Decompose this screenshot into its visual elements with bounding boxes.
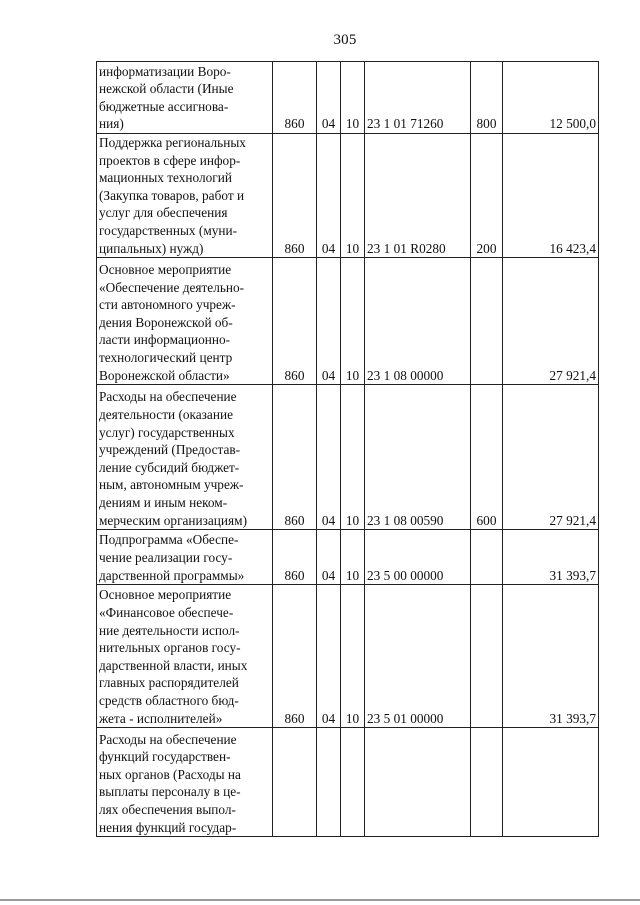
expense-type-code: 800 xyxy=(471,62,503,134)
grbs-code: 860 xyxy=(273,530,317,585)
row-name-cell xyxy=(97,258,273,385)
target-article-code: 23 1 08 00000 xyxy=(365,258,471,385)
subsection-code: 10 xyxy=(341,134,365,258)
row-name: Расходы на обеспечение деятельности (оказание услуг) государственных учреждений (Предостав- ление субсидий бюджет- ным, автономным учреж- дениям и иным неком- мерческим организациям) xyxy=(99,389,247,528)
grbs-code: 860 xyxy=(273,62,317,134)
grbs-code: 860 xyxy=(273,385,317,530)
expense-type-code: 600 xyxy=(471,385,503,530)
amount: 31 393,7 xyxy=(503,530,599,585)
subsection-code xyxy=(341,728,365,837)
table-row xyxy=(97,728,599,837)
row-name: Поддержка региональных проектов в сфере инфор- мационных технологий (Закупка товаров, работ и услуг для обеспечения государственных (муни- ципальных) нужд) xyxy=(99,135,246,256)
target-article-code: 23 1 08 00590 xyxy=(365,385,471,530)
grbs-code xyxy=(273,728,317,837)
section-code: 04 xyxy=(317,258,341,385)
subsection-code: 10 xyxy=(341,62,365,134)
table-row xyxy=(97,530,599,585)
expense-type-code xyxy=(471,258,503,385)
expense-type-code xyxy=(471,728,503,837)
amount: 27 921,4 xyxy=(503,258,599,385)
amount: 31 393,7 xyxy=(503,585,599,728)
row-name: Основное мероприятие «Финансовое обеспече- ние деятельности испол- нительных органов госу- дарственной власти, иных главных распорядителей средств областного бюд- жета - исполнителей» xyxy=(99,587,248,726)
table-row xyxy=(97,62,599,134)
section-code: 04 xyxy=(317,134,341,258)
expense-type-code xyxy=(471,585,503,728)
row-name: информатизации Воро- нежской области (Иные бюджетные ассигнова- ния) xyxy=(99,63,234,132)
section-code: 04 xyxy=(317,585,341,728)
row-name: Подпрограмма «Обеспе- чение реализации госу- дарственной программы» xyxy=(99,532,245,583)
grbs-code: 860 xyxy=(273,258,317,385)
amount: 27 921,4 xyxy=(503,385,599,530)
grbs-code: 860 xyxy=(273,585,317,728)
amount xyxy=(503,728,599,837)
row-name: Расходы на обеспечение функций государствен- ных органов (Расходы на выплаты персоналу в це- лях обеспечения выпол- нения функций государ- xyxy=(99,731,241,835)
subsection-code: 10 xyxy=(341,385,365,530)
section-code: 04 xyxy=(317,62,341,134)
target-article-code xyxy=(365,728,471,837)
row-name-cell xyxy=(97,134,273,258)
grbs-code: 860 xyxy=(273,134,317,258)
table-row xyxy=(97,385,599,530)
row-name-cell xyxy=(97,728,273,837)
table-row xyxy=(97,258,599,385)
subsection-code: 10 xyxy=(341,530,365,585)
table-row xyxy=(97,134,599,258)
budget-table xyxy=(96,61,599,837)
expense-type-code: 200 xyxy=(471,134,503,258)
table-row xyxy=(97,585,599,728)
section-code xyxy=(317,728,341,837)
row-name: Основное мероприятие «Обеспечение деятельно- сти автономного учреж- дения Воронежской об- ласти информационно- технологический центр Воронежской области» xyxy=(99,262,245,383)
subsection-code: 10 xyxy=(341,258,365,385)
subsection-code: 10 xyxy=(341,585,365,728)
target-article-code: 23 1 01 71260 xyxy=(365,62,471,134)
expense-type-code xyxy=(471,530,503,585)
row-name-cell xyxy=(97,385,273,530)
row-name-cell xyxy=(97,530,273,585)
target-article-code: 23 1 01 R0280 xyxy=(365,134,471,258)
page-number: 305 xyxy=(333,32,357,48)
amount: 12 500,0 xyxy=(503,62,599,134)
target-article-code: 23 5 00 00000 xyxy=(365,530,471,585)
scan-edge-line xyxy=(0,899,640,901)
amount: 16 423,4 xyxy=(503,134,599,258)
target-article-code: 23 5 01 00000 xyxy=(365,585,471,728)
row-name-cell xyxy=(97,585,273,728)
section-code: 04 xyxy=(317,385,341,530)
row-name-cell xyxy=(97,62,273,134)
section-code: 04 xyxy=(317,530,341,585)
